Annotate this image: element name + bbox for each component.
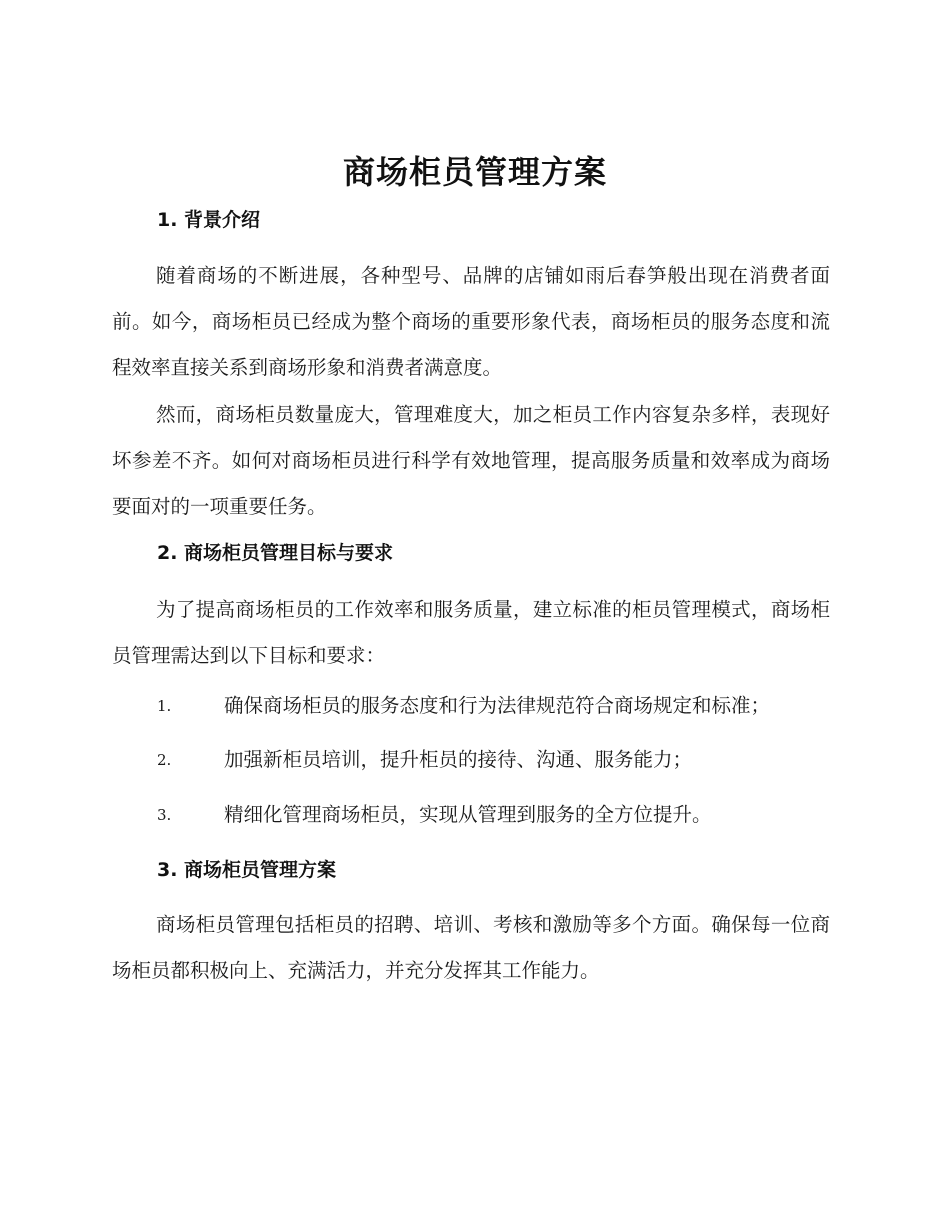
list-item-number: 3. — [157, 806, 172, 824]
list-item-number: 2. — [157, 751, 172, 769]
list-item-text: 确保商场柜员的服务态度和行为法律规范符合商场规定和标准； — [224, 694, 771, 717]
section-heading-background: 1. 背景介绍 — [157, 209, 261, 231]
paragraph-plan: 商场柜员管理包括柜员的招聘、培训、考核和激励等多个方面。确保每一位商场柜员都积极向上、充满活力，并充分发挥其工作能力。 — [112, 913, 830, 982]
list-item-number: 1. — [157, 697, 172, 715]
paragraph-goals-intro: 为了提高商场柜员的工作效率和服务质量，建立标准的柜员管理模式，商场柜员管理需达到以下目标和要求： — [112, 598, 830, 667]
list-item-text: 精细化管理商场柜员，实现从管理到服务的全方位提升。 — [224, 803, 712, 826]
paragraph-background-2: 然而，商场柜员数量庞大，管理难度大，加之柜员工作内容复杂多样，表现好坏参差不齐。如何对商场柜员进行科学有效地管理，提高服务质量和效率成为商场要面对的一项重要任务。 — [112, 403, 830, 518]
document-title: 商场柜员管理方案 — [342, 153, 607, 191]
paragraph-background-1: 随着商场的不断进展，各种型号、品牌的店铺如雨后春笋般出现在消费者面前。如今，商场柜员已经成为整个商场的重要形象代表，商场柜员的服务态度和流程效率直接关系到商场形象和消费者满意度。 — [112, 264, 830, 379]
list-item-text: 加强新柜员培训，提升柜员的接待、沟通、服务能力； — [224, 748, 693, 771]
section-heading-goals: 2. 商场柜员管理目标与要求 — [157, 542, 394, 564]
section-heading-plan: 3. 商场柜员管理方案 — [157, 859, 337, 881]
